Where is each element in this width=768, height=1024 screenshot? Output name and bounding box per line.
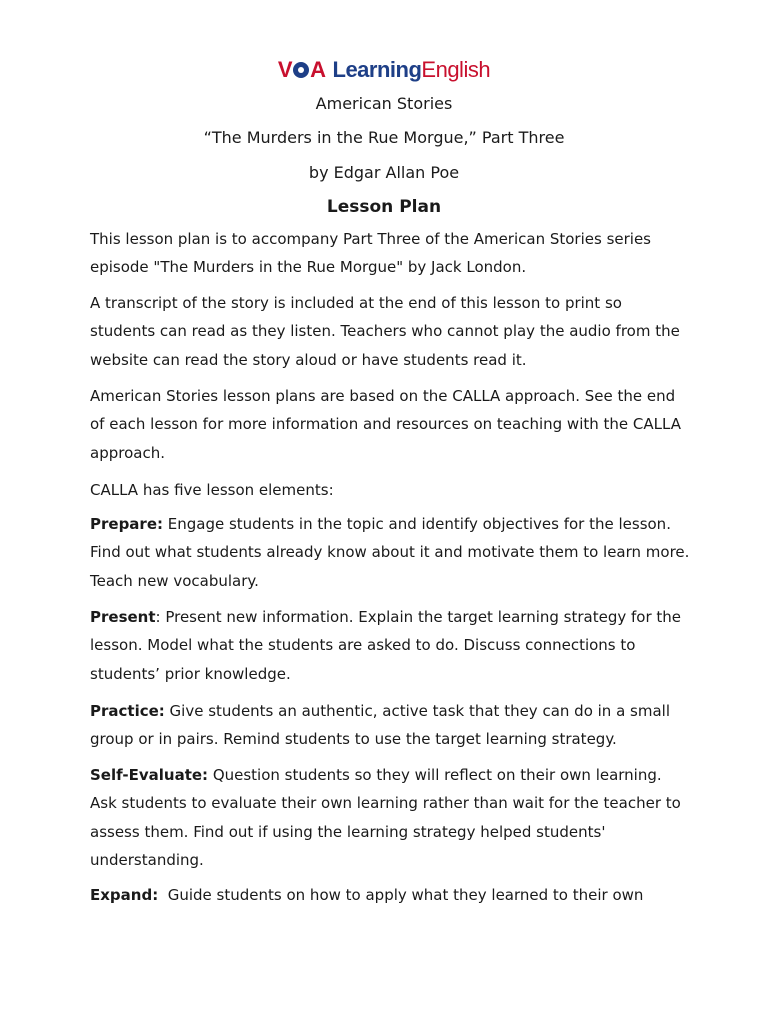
element-term: Practice: <box>90 702 165 720</box>
lesson-plan-heading: Lesson Plan <box>326 197 442 217</box>
voa-learning-english-logo <box>0 56 768 85</box>
logo-english-text: English <box>421 57 491 82</box>
series-title: American Stories <box>315 94 453 113</box>
element-description: Guide students on how to apply what they learned to their own <box>158 886 644 904</box>
element-description: : Present new information. Explain the target learning strategy for the lesson. Model what the students are asked to do. Discuss connections to students’ prior knowledge. <box>90 608 682 683</box>
element-term: Prepare: <box>90 515 163 533</box>
voa-logo-v: V <box>277 57 293 82</box>
element-prepare <box>90 510 690 595</box>
logo-learning-text: Learning <box>332 57 422 82</box>
element-self-evaluate <box>90 761 690 875</box>
element-term: Expand: <box>90 886 159 904</box>
element-term: Self-Evaluate: <box>90 766 209 784</box>
element-term: Present <box>90 608 156 626</box>
element-description: Give students an authentic, active task that they can do in a small group or in pairs. Remind students to use the target learning strategy. <box>90 702 670 749</box>
author-byline: by Edgar Allan Poe <box>308 163 460 182</box>
element-practice <box>90 697 690 754</box>
element-description: Question students so they will reflect on their own learning. Ask students to evaluate their own learning rather than wait for the teacher to assess them. Find out if using the learning strategy helped students' understanding. <box>90 766 681 870</box>
calla-elements-intro: CALLA has five lesson elements: <box>90 481 334 499</box>
voa-logo-o-icon <box>293 62 309 78</box>
intro-paragraph: This lesson plan is to accompany Part Three of the American Stories series episode "The Murders in the Rue Morgue" by Jack London. <box>90 230 651 277</box>
element-present <box>90 603 690 688</box>
element-description: Engage students in the topic and identify objectives for the lesson. Find out what students already know about it and motivate them to learn more. Teach new vocabulary. <box>90 515 690 590</box>
transcript-paragraph: A transcript of the story is included at the end of this lesson to print so students can read as they listen. Teachers who cannot play the audio from the website can read the story aloud or have students read it. <box>90 294 680 369</box>
episode-title: “The Murders in the Rue Morgue,” Part Three <box>203 128 565 147</box>
element-expand <box>90 881 690 909</box>
calla-basis-paragraph: American Stories lesson plans are based on the CALLA approach. See the end of each lesson for more information and resources on teaching with the CALLA approach. <box>90 387 681 462</box>
voa-logo-a: A <box>310 57 326 82</box>
